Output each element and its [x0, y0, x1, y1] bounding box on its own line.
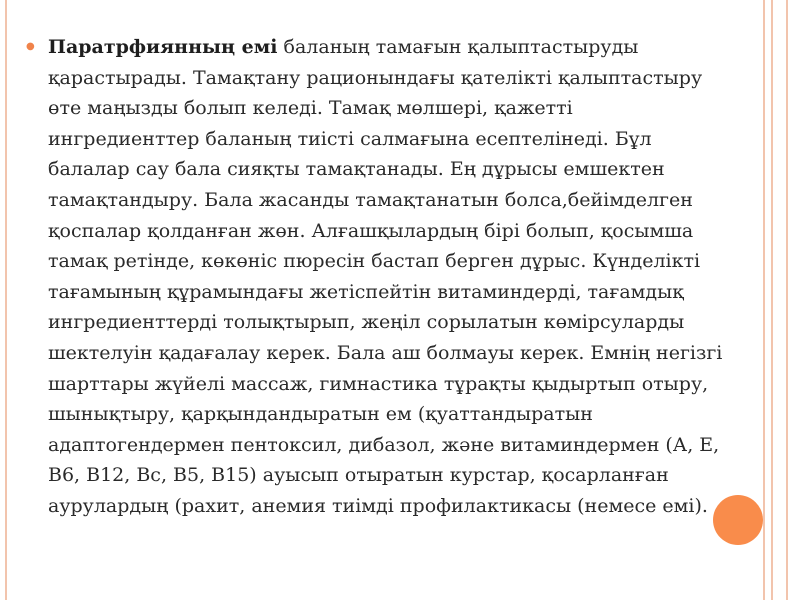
- body-paragraph: [48, 32, 726, 522]
- right-border-line-inner: [763, 0, 765, 600]
- slide-content: [26, 32, 726, 522]
- lead-bold-phrase: Паратрфиянның емі: [48, 36, 278, 58]
- right-border-line-middle: [771, 0, 773, 600]
- right-border-line-outer: [786, 0, 788, 600]
- bullet-icon: ●: [26, 41, 35, 52]
- body-text: баланың тамағын қалыптастыруды қарастырады. Тамақтану рационындағы қателікті қалыптастыру өте маңызды болып келеді. Тамақ мөлшері, қажетті ингредиенттер баланың тиісті салмағына есептелінеді. Бұл балалар сау бала сияқты тамақтанады. Ең дұрысы емшектен тамақтандыру. Бала жасанды тамақтанатын болса,бейімделген қоспалар қолданған жөн. Алғашқылардың бірі болып, қосымша тамақ ретінде, көкөніс пюресін бастап берген дұрыс. Күнделікті тағамының құрамындағы жетіспейтін витаминдерді, тағамдық ингредиенттерді толықтырып, жеңіл сорылатын көмірсуларды шектелуін қадағалау керек. Бала аш болмауы керек. Емнің негізгі шарттары жүйелі массаж, гимнастика тұрақты қыдыртып отыру, шынықтыру, қарқындандыратын ем (қуаттандыратын адаптогендермен пентоксил, дибазол, және витаминдермен (А, Е, В6, В12, Вс, В5, В15) ауысып отыратын курстар, қосарланған аурулардың (рахит, анемия тиімді профилактикасы (немесе емі).: [48, 36, 723, 517]
- left-border-line: [5, 0, 7, 600]
